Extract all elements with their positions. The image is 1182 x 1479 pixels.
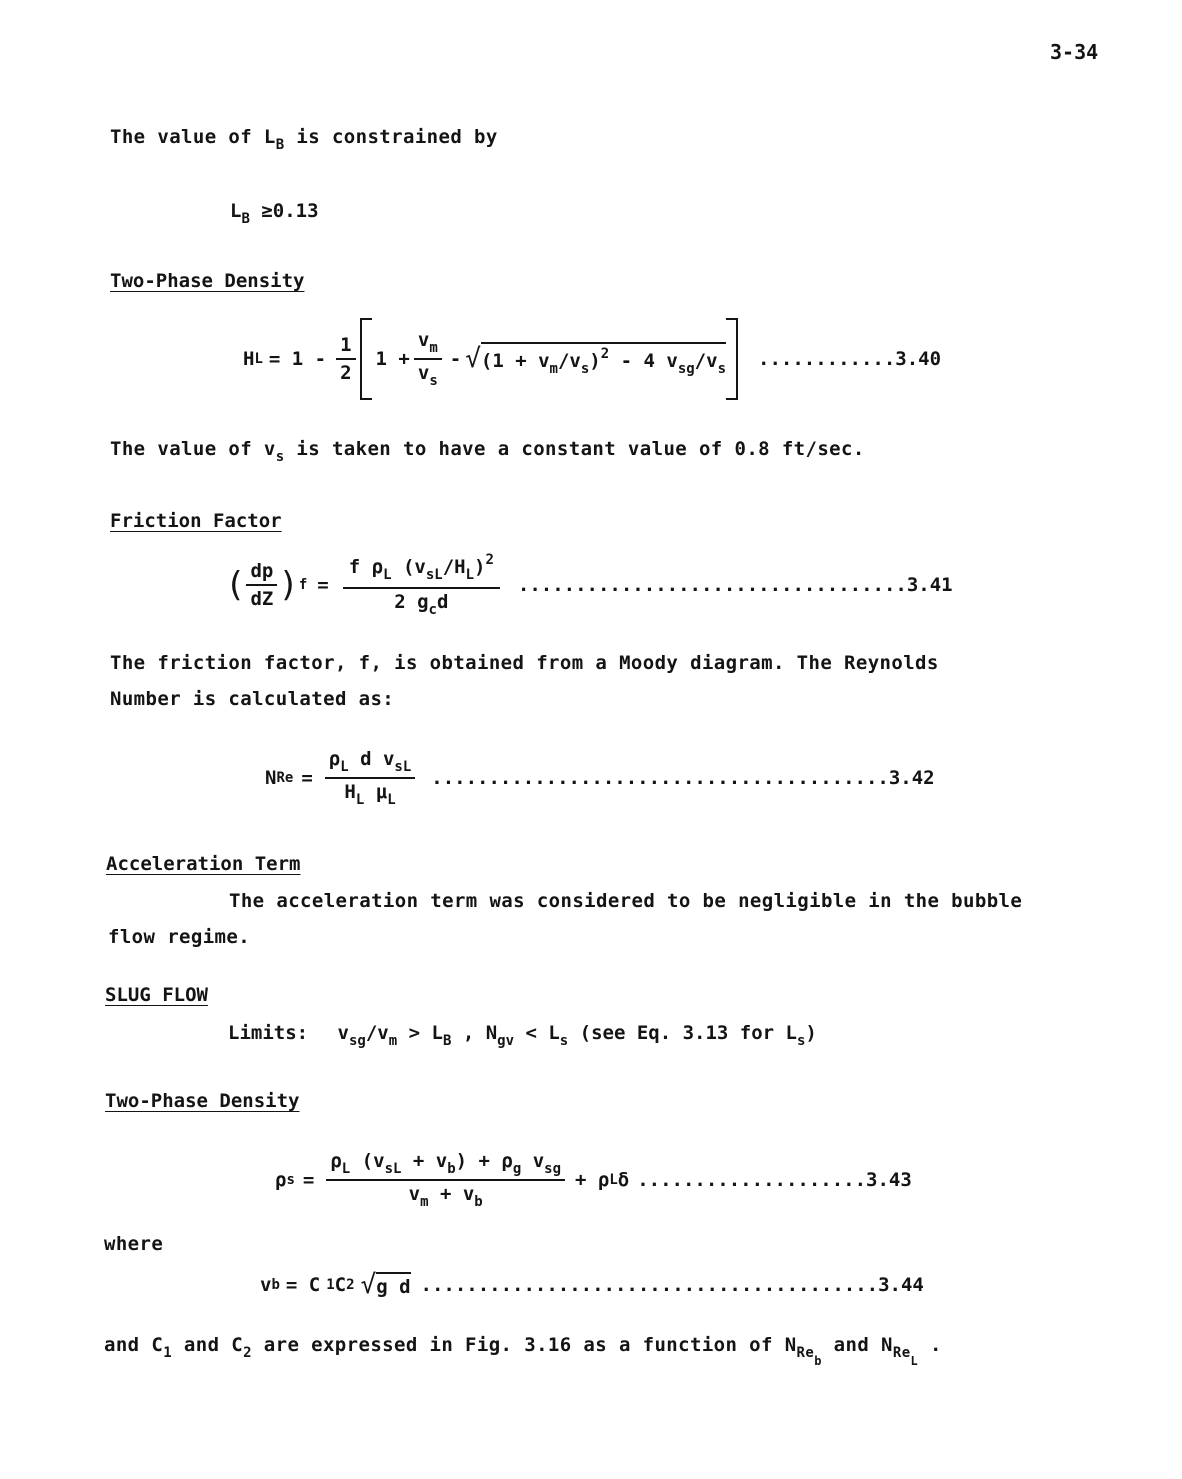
term: (v <box>391 556 426 578</box>
text-run: and C <box>172 1334 244 1356</box>
equation-3-40 <box>243 318 941 400</box>
term: v <box>337 1022 349 1044</box>
equation-3-42 <box>265 748 935 808</box>
subscript: s <box>286 1172 295 1188</box>
term: v <box>408 1183 421 1205</box>
left-paren: ( <box>225 565 246 605</box>
equation-number: 3.44 <box>878 1274 924 1296</box>
superscript: 2 <box>600 345 610 362</box>
numerator <box>414 329 442 360</box>
symbol: ρ <box>275 1169 287 1191</box>
term: + v <box>428 1183 475 1205</box>
term: μ <box>364 781 388 803</box>
term: + ρ <box>575 1169 610 1191</box>
leader-dots: .................... <box>637 1169 867 1191</box>
subscript: m <box>388 1033 398 1049</box>
subscript: 1 <box>163 1345 173 1361</box>
leader-dots: ........................................ <box>420 1274 879 1296</box>
subscript: L <box>340 759 349 775</box>
subscript: B <box>442 1033 452 1049</box>
section-heading-two-phase-density: Two-Phase Density <box>110 270 305 292</box>
term: > L <box>397 1022 443 1044</box>
symbol: v <box>417 362 430 384</box>
denominator <box>414 360 442 389</box>
vs-constant-text <box>110 438 865 465</box>
denominator: 2 <box>340 362 352 384</box>
subscript: s <box>275 449 285 465</box>
subscript: s <box>429 373 438 389</box>
text-run: . <box>918 1334 942 1356</box>
limits-label: Limits: <box>228 1022 309 1044</box>
subscript: b <box>447 1161 456 1177</box>
right-bracket <box>726 318 738 400</box>
term: (see Eq. 3.13 for L <box>568 1022 797 1044</box>
leader-dots: ............ <box>758 348 896 370</box>
fraction-dp-dz <box>246 560 277 610</box>
subscript: sL <box>384 1161 402 1177</box>
term: /H <box>442 556 466 578</box>
subscript: sL <box>425 567 443 583</box>
subscript: L <box>387 792 396 808</box>
equation-number: 3.40 <box>895 348 942 370</box>
subscript: L <box>341 1161 351 1177</box>
term: /v <box>694 349 718 372</box>
subscript: sg <box>348 1033 366 1049</box>
subscript: Re <box>796 1345 815 1361</box>
equation-3-44 <box>260 1270 924 1300</box>
sub-subscript: b <box>814 1354 822 1368</box>
symbol: L <box>230 200 242 222</box>
operator: = <box>302 1169 315 1191</box>
leader-dots: .................................. <box>517 574 907 596</box>
term: ) <box>589 349 601 372</box>
operator: 1 + <box>375 348 410 370</box>
fraction-reynolds <box>325 748 416 808</box>
term: - 4 v <box>609 349 678 372</box>
denominator: dZ <box>250 588 274 610</box>
right-paren: ) <box>278 565 299 605</box>
subscript: B <box>241 211 250 227</box>
acceleration-text-line-1: The acceleration term was considered to be negligible in the bubble <box>229 890 1023 912</box>
numerator <box>325 748 416 779</box>
term: δ <box>617 1169 630 1191</box>
superscript: 2 <box>485 552 494 568</box>
sqrt-body: g d <box>376 1272 410 1298</box>
subscript: s <box>580 360 590 377</box>
subscript: b <box>271 1277 280 1293</box>
fraction-vm-vs <box>414 329 442 389</box>
slug-flow-limits <box>228 1022 817 1049</box>
numerator: 1 <box>336 334 355 360</box>
subscript: c <box>428 602 437 618</box>
section-heading-friction-factor: Friction Factor <box>110 510 282 532</box>
left-bracket <box>360 318 372 400</box>
term: H <box>344 781 356 803</box>
operator: = <box>301 767 313 789</box>
subscript: m <box>429 340 438 356</box>
section-heading-two-phase-density-2: Two-Phase Density <box>105 1090 300 1112</box>
text-run: The value of L <box>110 126 276 148</box>
sub-subscript: L <box>910 1354 919 1368</box>
denominator <box>405 1181 487 1210</box>
subscript: f <box>298 577 308 593</box>
symbol: H <box>243 348 255 370</box>
denominator <box>340 779 399 808</box>
subscript: sg <box>677 360 695 377</box>
subscript: b <box>474 1194 483 1210</box>
friction-text-line-1: The friction factor, f, is obtained from a Moody diagram. The Reynolds <box>110 652 939 674</box>
subscript: sL <box>394 759 412 775</box>
text-run: is taken to have a constant value of 0.8 ft/sec. <box>284 438 865 460</box>
term: ρ <box>328 748 341 770</box>
term: d <box>436 591 449 613</box>
text-run: The value of v <box>110 438 276 460</box>
term: + v <box>401 1150 448 1172</box>
fraction-slug-density <box>326 1150 565 1210</box>
c1-c2-text <box>104 1334 942 1368</box>
subscript: Re <box>276 770 294 786</box>
page-number: 3-34 <box>1050 40 1099 64</box>
text-run: and N <box>821 1334 893 1356</box>
equation-3-43 <box>275 1150 912 1210</box>
numerator: dp <box>246 560 277 586</box>
term: (1 + v <box>480 349 550 372</box>
subscript: B <box>275 137 285 153</box>
term: < L <box>514 1022 560 1044</box>
equation-3-41 <box>225 552 953 618</box>
subscript: 1 <box>326 1277 335 1293</box>
section-heading-acceleration-term: Acceleration Term <box>106 853 301 875</box>
lb-constraint-text <box>110 126 498 153</box>
term: /v <box>557 349 581 372</box>
subscript: L <box>383 567 392 583</box>
fraction-friction <box>343 552 500 618</box>
symbol: v <box>260 1274 272 1296</box>
denominator <box>390 589 452 618</box>
term: (v <box>350 1150 385 1172</box>
friction-text-line-2: Number is calculated as: <box>110 688 395 710</box>
subscript: s <box>559 1033 569 1049</box>
term: C <box>334 1274 347 1296</box>
subscript: 2 <box>243 1345 252 1361</box>
numerator <box>343 552 500 589</box>
text-run: and C <box>104 1334 164 1356</box>
term: f ρ <box>348 556 384 578</box>
subscript: m <box>549 360 558 377</box>
term: ) <box>805 1022 817 1044</box>
term: /v <box>365 1022 389 1044</box>
numerator <box>326 1150 565 1181</box>
equation-number: 3.41 <box>906 574 953 596</box>
subscript: L <box>254 351 263 367</box>
operator: = <box>317 574 329 596</box>
sqrt-body <box>481 342 726 377</box>
term: = C <box>285 1274 321 1296</box>
sqrt-icon: √ <box>360 1270 377 1300</box>
operator: = 1 - <box>268 348 327 370</box>
sqrt-icon: √ <box>465 344 481 374</box>
leader-dots: ........................................ <box>431 767 889 789</box>
where-text: where <box>104 1233 164 1255</box>
subscript: s <box>796 1033 806 1049</box>
symbol: v <box>417 329 430 351</box>
subscript: s <box>717 360 726 377</box>
term: d v <box>348 748 395 770</box>
acceleration-text-line-2: flow regime. <box>108 926 251 948</box>
subscript: L <box>609 1172 618 1188</box>
term: , N <box>451 1022 498 1044</box>
subscript: g <box>512 1161 522 1177</box>
lb-inequality <box>230 200 319 227</box>
term: ρ <box>330 1150 342 1172</box>
term: v <box>521 1150 545 1172</box>
equation-number: 3.42 <box>888 767 935 789</box>
section-heading-slug-flow: SLUG FLOW <box>105 984 208 1006</box>
subscript: Re <box>892 1345 911 1361</box>
term: ) + ρ <box>455 1150 513 1172</box>
text-run: is constrained by <box>284 126 498 148</box>
inequality-value: ≥0.13 <box>261 200 319 222</box>
operator: - <box>449 348 462 370</box>
subscript: m <box>420 1194 429 1210</box>
subscript: 2 <box>346 1277 355 1293</box>
subscript: sg <box>544 1161 562 1177</box>
text-run: are expressed in Fig. 3.16 as a function of N <box>251 1334 797 1356</box>
term: ) <box>474 556 486 578</box>
subscript: L <box>465 567 475 583</box>
equation-number: 3.43 <box>866 1169 912 1191</box>
subscript: gv <box>497 1033 514 1049</box>
fraction-half <box>336 334 355 384</box>
term: 2 g <box>394 591 429 613</box>
symbol: N <box>265 767 277 789</box>
subscript: L <box>355 792 365 808</box>
